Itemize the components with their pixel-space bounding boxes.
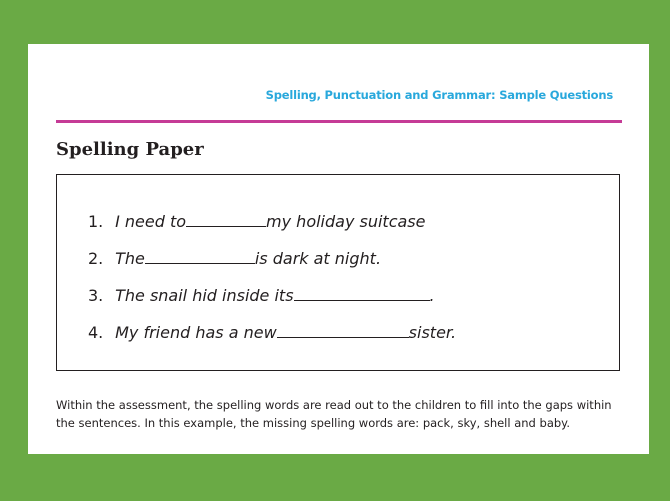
question-1 [88,212,425,231]
answer-blank [277,323,409,338]
question-text-after: . [429,286,435,305]
question-text-before: The [115,249,145,268]
header-divider [56,120,622,123]
question-number: 2. [88,249,104,268]
answer-blank [186,212,266,227]
header-title: Spelling, Punctuation and Grammar: Sample Questions [265,88,613,102]
footnote: Within the assessment, the spelling words are read out to the children to fill into the gaps within the sentences. In this example, the missing spelling words are: pack, sky, shell and baby. [56,398,612,430]
question-2 [88,249,381,268]
answer-blank [294,286,430,301]
section-title: Spelling Paper [56,139,204,160]
question-text-before: I need to [115,212,187,231]
question-3 [88,286,435,305]
question-text-after: sister. [408,323,457,342]
document-page [28,44,649,454]
question-number: 4. [88,323,104,342]
question-text-after: is dark at night. [254,249,382,268]
question-text-before: The snail hid inside its [115,286,294,305]
question-box [56,174,620,371]
question-text-after: my holiday suitcase [266,212,426,231]
question-4 [88,323,456,342]
answer-blank [145,249,255,264]
question-text-before: My friend has a new [115,323,277,342]
question-number: 3. [88,286,104,305]
question-number: 1. [88,212,104,231]
